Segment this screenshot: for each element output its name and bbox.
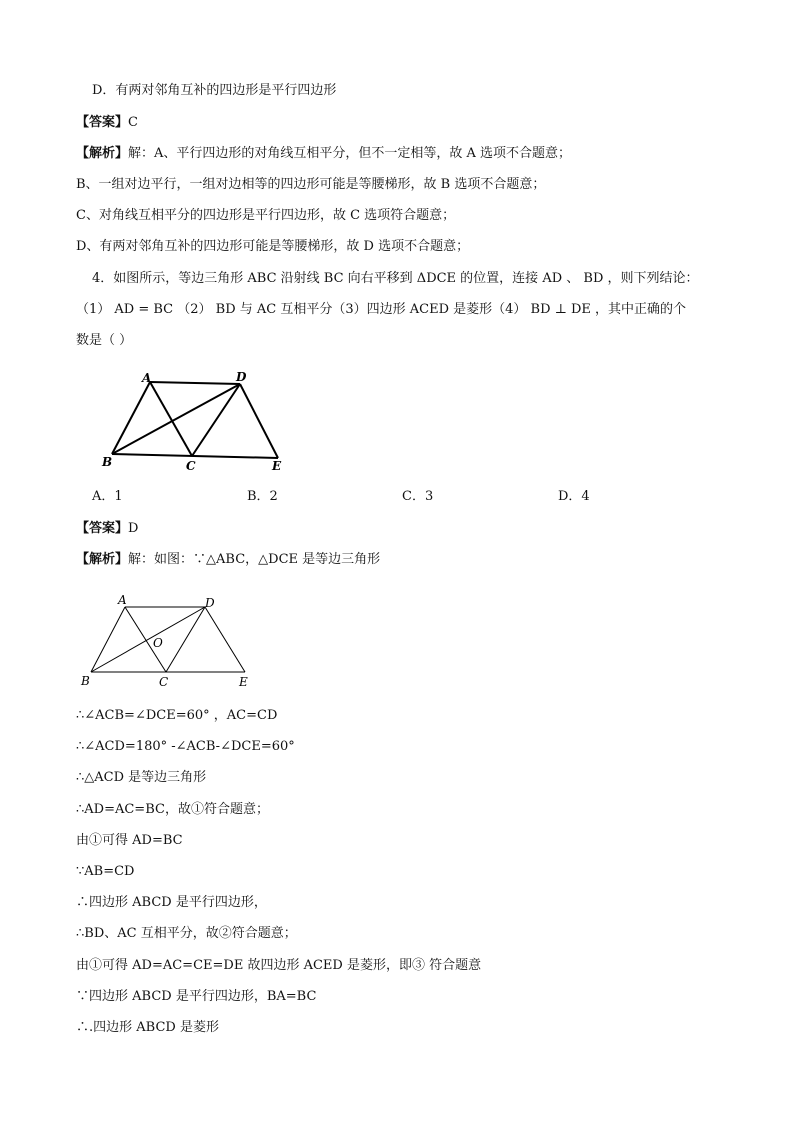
fig1-label-a: A xyxy=(142,371,152,385)
answer-tag: 【答案】 xyxy=(76,521,129,536)
solution-line-1: ∴∠ACB=∠DCE=60° ，AC=CD xyxy=(76,708,278,723)
q3-analysis-line-3: C、对角线互相平分的四边形是平行四边形，故 C 选项符合题意； xyxy=(76,208,456,223)
figure-1-translation-diagram xyxy=(96,366,296,476)
solution-line-11: ∴.四边形 ABCD 是菱形 xyxy=(76,1020,219,1035)
solution-line-7: ∴四边形 ABCD 是平行四边形， xyxy=(76,895,267,910)
answer-value: C xyxy=(128,115,138,130)
solution-line-3: ∴△ACD 是等边三角形 xyxy=(76,770,207,785)
analysis-text: 解：A、平行四边形的对角线互相平分，但不一定相等，故 A 选项不合题意； xyxy=(128,146,572,161)
analysis-tag: 【解析】 xyxy=(76,552,129,567)
answer-tag: 【答案】 xyxy=(76,115,129,130)
fig2-label-e: E xyxy=(239,675,248,689)
q3-analysis-line-1 xyxy=(76,145,734,163)
solution-line-8: ∴BD、AC 互相平分，故②符合题意； xyxy=(76,926,297,941)
solution-line-2: ∴∠ACD=180° -∠ACB-∠DCE=60° xyxy=(76,739,295,754)
option-c: C．3 xyxy=(402,489,434,504)
q3-answer-line xyxy=(76,114,734,132)
q3-analysis-line-2: B、一组对边平行，一组对边相等的四边形可能是等腰梯形，故 B 选项不合题意； xyxy=(76,177,546,192)
q4-stem-line-1: 4．如图所示，等边三角形 ABC 沿射线 BC 向右平移到 ΔDCE 的位置，连接 AD 、 BD ，则下列结论： xyxy=(92,271,699,286)
fig1-label-d: D xyxy=(236,370,247,384)
figure-2-rhombus-diagram xyxy=(78,590,268,694)
option-a: A．1 xyxy=(92,489,123,504)
option-d-text: D．有两对邻角互补的四边形是平行四边形 xyxy=(92,83,337,98)
solution-line-5: 由①可得 AD=BC xyxy=(76,833,183,848)
solution-line-9: 由①可得 AD=AC=CE=DE 故四边形 ACED 是菱形，即③ 符合题意 xyxy=(76,958,482,973)
analysis-tag: 【解析】 xyxy=(76,146,129,161)
solution-line-6: ∵AB=CD xyxy=(76,864,135,879)
fig2-label-d: D xyxy=(205,596,215,610)
fig2-label-b: B xyxy=(81,674,90,688)
analysis-text: 解：如图：∵△ABC，△DCE 是等边三角形 xyxy=(128,552,381,567)
q4-stem-line-3: 数是（ ） xyxy=(76,333,133,348)
fig1-label-e: E xyxy=(272,459,282,473)
solution-line-4: ∴AD=AC=BC，故①符合题意； xyxy=(76,802,269,817)
q4-answer-line xyxy=(76,520,734,538)
fig2-label-c: C xyxy=(159,675,169,689)
q4-analysis-line-1 xyxy=(76,551,734,569)
solution-line-10: ∵四边形 ABCD 是平行四边形，BA=BC xyxy=(76,989,317,1004)
q4-stem-line-2: （1） AD = BC （2） BD 与 AC 互相平分（3）四边形 ACED 是菱形（4） BD ⊥ DE ，其中正确的个 xyxy=(76,302,687,317)
option-b: B．2 xyxy=(247,489,278,504)
q3-analysis-line-4: D、有两对邻角互补的四边形可能是等腰梯形，故 D 选项不合题意； xyxy=(76,239,470,254)
fig1-label-b: B xyxy=(102,455,113,469)
answer-value: D xyxy=(128,521,139,536)
fig2-label-a: A xyxy=(118,593,127,607)
option-d: D．4 xyxy=(558,489,590,504)
fig2-label-o: O xyxy=(153,636,163,650)
fig1-label-c: C xyxy=(186,459,196,473)
